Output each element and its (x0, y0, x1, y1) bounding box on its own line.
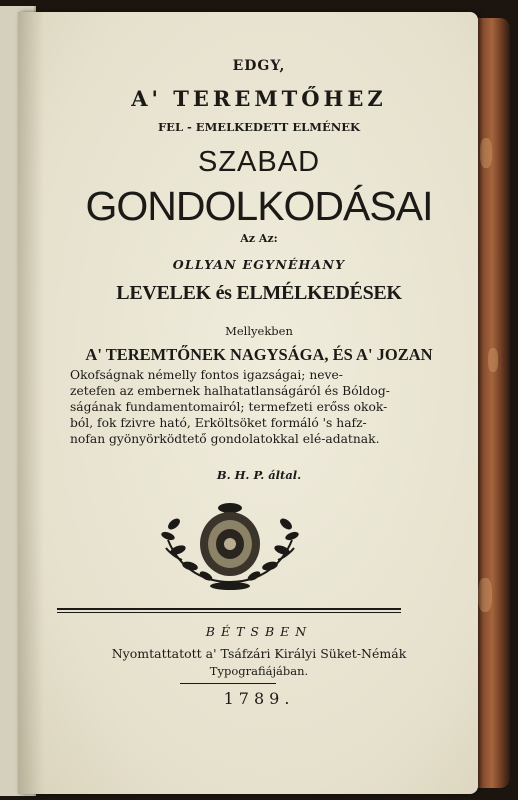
author-line: B. H. P. által. (216, 468, 302, 482)
imprint-place: BÉTSBEN (205, 624, 313, 639)
title-line-levelek: LEVELEK és ELMÉLKEDÉSEK (116, 282, 402, 304)
title-line-teremtonek: A' TEREMTŐNEK NAGYSÁGA, ÉS A' JOZAN (85, 345, 433, 364)
title-line-gondolkodasai: GONDOLKODÁSAI (85, 183, 433, 229)
title-line-edgy: EDGY, (232, 58, 286, 74)
floral-vignette-icon (160, 500, 300, 592)
short-rule (180, 683, 276, 684)
double-rule-top (57, 608, 401, 610)
paragraph-line: Okofságnak némelly fontos igazságai; neve- (70, 368, 343, 382)
double-rule-bottom (57, 612, 401, 613)
imprint-year: 1789. (223, 689, 295, 708)
title-line-fel-emelkedett: FEL - EMELKEDETT ELMÉNEK (158, 120, 360, 134)
imprint-printer-line2: Typografiájában. (209, 664, 309, 678)
paragraph-line: ságának fundamentomairól; termefzeti erőss okok- (70, 400, 388, 414)
title-line-ollyan: OLLYAN EGYNÉHANY (172, 257, 346, 272)
title-line-az-az: Az Az: (240, 232, 278, 245)
paragraph-line: nofan gyönyörködtető gondolatokkal elé-adatnak. (70, 432, 380, 446)
paragraph-line: zetefen az embernek halhatatlanságáról és Bóldog- (70, 384, 390, 398)
title-line-mellyekben: Mellyekben (225, 324, 293, 338)
imprint-printer-line1: Nyomtattatott a' Tsáfzári Királyi Süket-Némák (111, 646, 407, 661)
title-line-teremtohez: A' TEREMTŐHEZ (131, 86, 387, 111)
paragraph-line: ból, fok fzivre ható, Erköltsöket formáló 's hafz- (70, 416, 367, 430)
title-line-szabad: SZABAD (197, 146, 321, 178)
